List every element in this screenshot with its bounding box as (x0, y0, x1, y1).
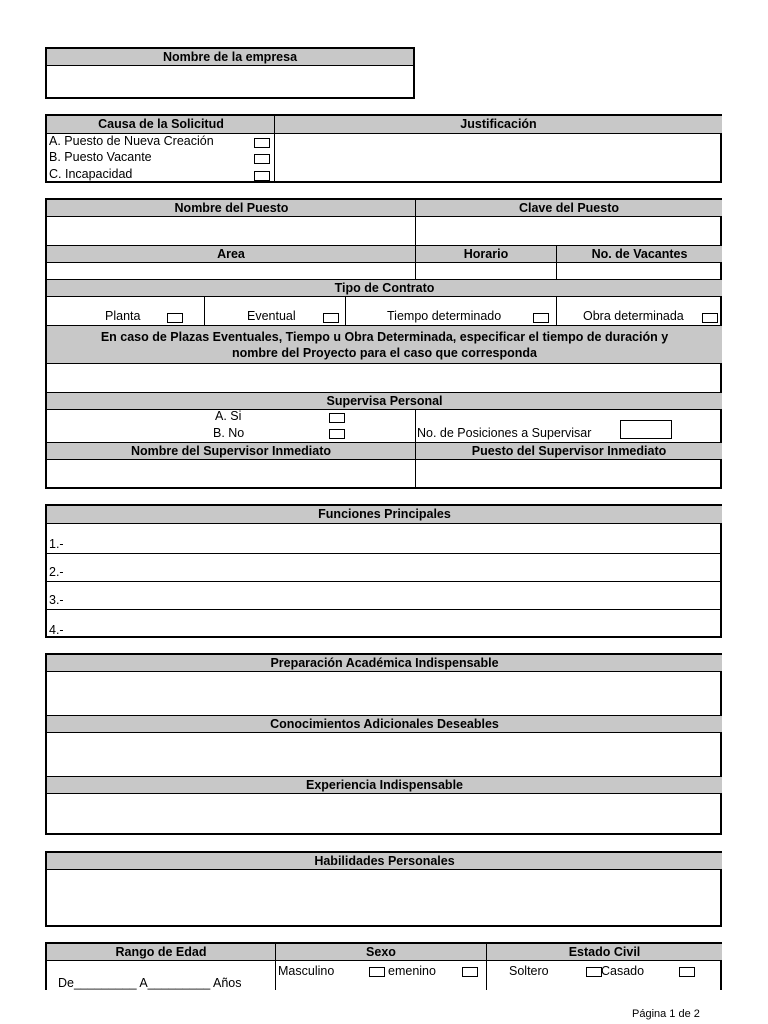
edad-header: Rango de Edad (47, 944, 275, 961)
civil-casado-label: Casado (601, 964, 645, 978)
vacantes-header: No. de Vacantes (557, 246, 722, 263)
conocimientos-header: Conocimientos Adicionales Deseables (47, 716, 722, 733)
horario-header: Horario (416, 246, 556, 263)
causa-incapacidad-checkbox[interactable] (254, 171, 270, 181)
eventual-header-line1: En caso de Plazas Eventuales, Tiempo u Obra Determinada, especificar el tiempo de duración y (100, 330, 669, 344)
tipo-eventual-label: Eventual (247, 309, 296, 323)
clave-puesto-header: Clave del Puesto (416, 200, 722, 217)
preparacion-section (45, 653, 722, 835)
tipo-obra-checkbox[interactable] (702, 313, 718, 323)
habilidades-header: Habilidades Personales (47, 853, 722, 870)
causa-header: Causa de la Solicitud (47, 116, 275, 134)
page-number: Página 1 de 2 (632, 1008, 700, 1020)
supervisa-no-label: B. No (213, 426, 245, 440)
eventual-header-line2: nombre del Proyecto para el caso que corresponda (232, 346, 537, 360)
experiencia-header: Experiencia Indispensable (47, 777, 722, 794)
causa-option-vacante: B. Puesto Vacante (49, 150, 152, 164)
tipo-obra-label: Obra determinada (583, 309, 684, 323)
nombre-puesto-header: Nombre del Puesto (47, 200, 416, 217)
supervisa-header: Supervisa Personal (47, 393, 722, 410)
civil-soltero-label: Soltero (509, 964, 549, 978)
causa-vacante-checkbox[interactable] (254, 154, 270, 164)
eventual-header (47, 326, 722, 364)
sexo-header: Sexo (276, 944, 486, 961)
tipo-planta-label: Planta (105, 309, 141, 323)
funcion-3: 3.- (49, 593, 64, 607)
posiciones-input[interactable] (620, 420, 672, 439)
funciones-header: Funciones Principales (47, 506, 722, 524)
justificacion-header: Justificación (275, 116, 722, 134)
tipo-tiempo-label: Tiempo determinado (387, 309, 502, 323)
civil-casado-checkbox[interactable] (679, 967, 695, 977)
causa-section (45, 114, 722, 183)
empresa-section (45, 47, 415, 99)
supervisor-nombre-header: Nombre del Supervisor Inmediato (47, 443, 415, 460)
puesto-section (45, 198, 722, 489)
sexo-masculino-checkbox[interactable] (369, 967, 385, 977)
tipo-contrato-header: Tipo de Contrato (47, 280, 722, 297)
tipo-planta-checkbox[interactable] (167, 313, 183, 323)
supervisa-si-checkbox[interactable] (329, 413, 345, 423)
area-header: Area (47, 246, 415, 263)
funciones-section (45, 504, 722, 638)
funcion-4: 4.- (49, 623, 64, 637)
sexo-femenino-label: emenino (388, 964, 436, 978)
supervisor-puesto-header: Puesto del Supervisor Inmediato (416, 443, 722, 460)
funcion-1: 1.- (49, 537, 64, 551)
tipo-tiempo-checkbox[interactable] (533, 313, 549, 323)
perfil-section (45, 942, 722, 990)
funcion-2: 2.- (49, 565, 64, 579)
academica-header: Preparación Académica Indispensable (47, 655, 722, 672)
tipo-eventual-checkbox[interactable] (323, 313, 339, 323)
posiciones-label: No. de Posiciones a Supervisar (417, 426, 592, 440)
supervisa-no-checkbox[interactable] (329, 429, 345, 439)
civil-header: Estado Civil (487, 944, 722, 961)
sexo-femenino-checkbox[interactable] (462, 967, 478, 977)
sexo-masculino-label: Masculino (278, 964, 335, 978)
causa-nueva-checkbox[interactable] (254, 138, 270, 148)
edad-range-text: De_________ A_________ Años (58, 976, 242, 990)
habilidades-section (45, 851, 722, 927)
causa-option-nueva: A. Puesto de Nueva Creación (49, 134, 214, 148)
empresa-header: Nombre de la empresa (47, 49, 413, 66)
causa-option-incapacidad: C. Incapacidad (49, 167, 133, 181)
civil-soltero-checkbox[interactable] (586, 967, 602, 977)
supervisa-si-label: A. Si (215, 409, 242, 423)
